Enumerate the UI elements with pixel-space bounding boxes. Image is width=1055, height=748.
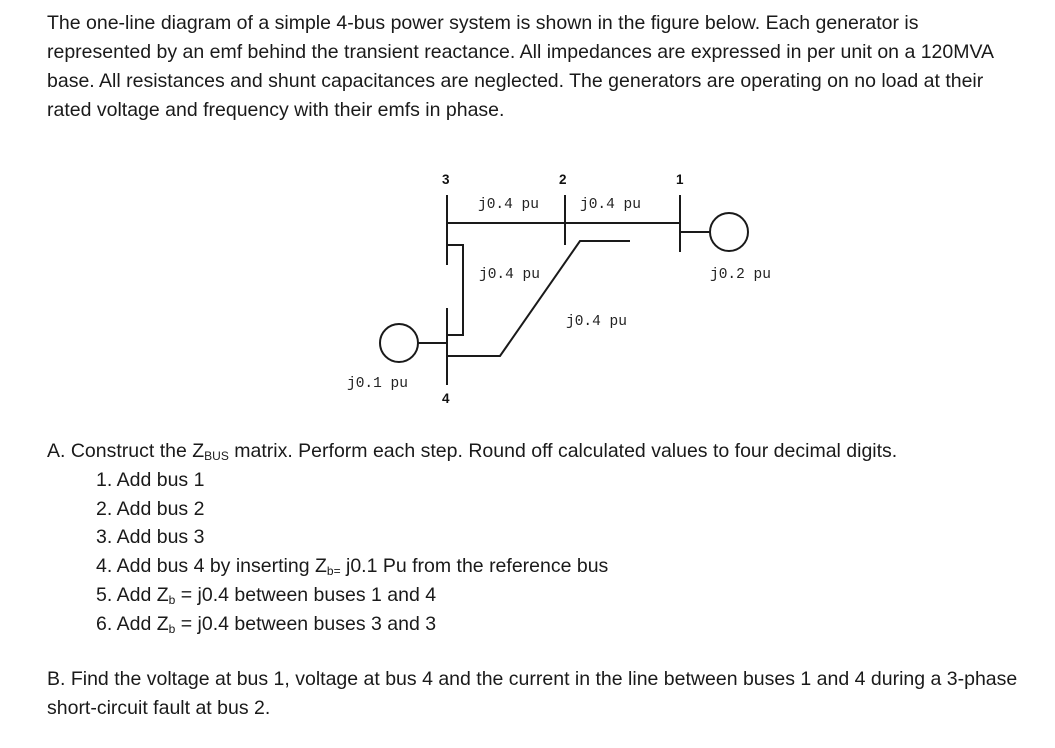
- one-line-diagram: [330, 160, 800, 415]
- impedance-line-3-4: j0.4 pu: [479, 267, 540, 283]
- step-3: 3. Add bus 3: [96, 526, 205, 549]
- impedance-line-1-4: j0.4 pu: [566, 314, 627, 330]
- impedance-line-3-2: j0.4 pu: [478, 197, 539, 213]
- line-1-4: [447, 241, 630, 356]
- impedance-gen-4: j0.1 pu: [347, 376, 408, 392]
- problem-intro: The one-line diagram of a simple 4-bus power system is shown in the figure below. Each generator is represented by an emf behind the transient reactance. All impedances are expressed in per unit on a 120MVA base. All resistances and shunt capacitances are neglected. The generators are operating on no load at their rated voltage and frequency with their emfs in phase.: [47, 12, 993, 121]
- bus-4-label: 4: [442, 391, 450, 406]
- step-5: 5. Add $Z_b = j0.4$ between buses 1 and 4: [96, 583, 437, 607]
- step-6: 6. Add $Z_b = j0.4$ between buses 3 and 3: [96, 612, 437, 636]
- step-1: 1. Add bus 1: [96, 469, 205, 491]
- generator-1-circle: [710, 213, 748, 251]
- step-2: 2. Add bus 2: [96, 497, 205, 520]
- generator-4-circle: [380, 324, 418, 362]
- impedance-gen-1: j0.2 pu: [710, 267, 771, 283]
- line-3-4: [447, 245, 463, 335]
- part-a-heading: A. Construct the $Z_{BUS}$ matrix. Perform each step. Round off calculated values to four decimal digits.: [47, 440, 898, 463]
- part-a-steps: [96, 466, 608, 638]
- step-4: 4. Add bus 4 by inserting $Z_{b=}$ j0.1 Pu from the reference bus: [96, 555, 609, 579]
- part-b-text: B. Find the voltage at bus 1, voltage at bus 4 and the current in the line between buses 1 and 4 during a 3-phase short-circuit fault at bus 2.: [47, 668, 1018, 719]
- impedance-line-2-1: j0.4 pu: [580, 197, 641, 213]
- bus-1-label: 1: [676, 172, 684, 187]
- bus-3-label: 3: [442, 172, 450, 187]
- bus-2-label: 2: [559, 172, 567, 187]
